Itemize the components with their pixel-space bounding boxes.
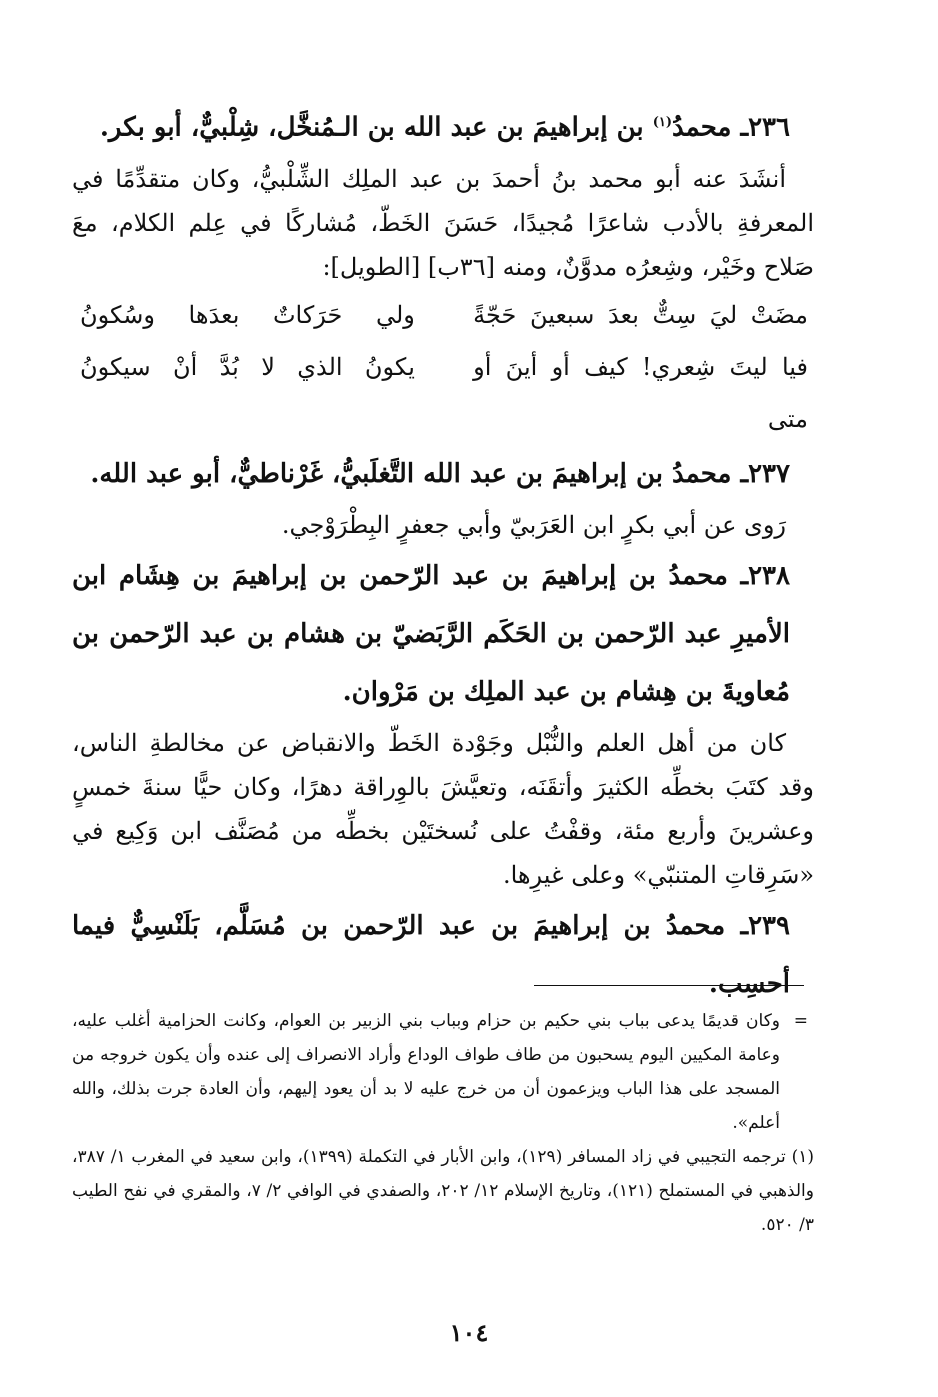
entry-236-lineage: بن إبراهيمَ بن عبد الله بن الـمُنخَّل، شِلْبيٌّ، أبو بكر. [99, 112, 653, 143]
footnote-continuation [72, 1004, 814, 1140]
entry-237-heading: ٢٣٧ـ محمدُ بن إبراهيمَ بن عبد الله التَّغلَبيُّ، غَرْناطيٌّ، أبو عبد الله. [90, 458, 790, 489]
verse-line-2 [72, 341, 814, 445]
entry-236-body: أنشَدَ عنه أبو محمد بنُ أحمدَ بن عبد الملِك الشِّلْبيُّ، وكان متقدِّمًا في المعرفةِ بالأدب شاعرًا مُجيدًا، حَسَنَ الخَطّ، مُشاركًا في عِلم الكلام، معَ صَلاح وخَيْر، وشِعرُه مدوَّنٌ، ومنه [٣٦ب] [الطويل]: [72, 164, 814, 281]
footnote-separator [534, 985, 804, 986]
continuation-mark: = [793, 1011, 808, 1031]
entry-238-heading: ٢٣٨ـ محمدُ بن إبراهيمَ بن عبد الرّحمن بن إبراهيمَ بن هِشَام ابن الأميرِ عبد الرّحمن بن الحَكَم الرَّبَضيّ بن هشام بن عبد الرّحمن بن مُعاويةَ بن هِشام بن عبد الملِك بن مَرْوان. [72, 560, 790, 707]
entry-238-body: كان من أهل العلم والنُّبْل وجَوْدة الخَطّ والانقباض عن مخالطةِ الناس، وقد كتَبَ بخطِّه الكثيرَ وأتقَنَه، وتعيَّشَ بالوِراقة دهرًا، وكان حيًّا سنةَ خمسٍ وعشرينَ وأربع مئة، وقفْتُ على نُسختَيْن بخطِّه من مُصَنَّف ابن وَكِيع في «سَرِقاتِ المتنبّي» وعلى غيرِها. [72, 728, 814, 889]
page-number: ١٠٤ [449, 1318, 489, 1347]
footnotes [72, 1004, 814, 1242]
entry-237-body: رَوى عن أبي بكرٍ ابن العَرَبيّ وأبي جعفرٍ البِطْرَوْجي. [281, 510, 786, 539]
main-text [72, 94, 814, 1013]
verse-2-second-hemistich: يكونُ الذي لا بُدَّ أنْ سيكونُ [80, 352, 415, 381]
footnote-continuation-text: وكان قديمًا يدعى بباب بني حكيم بن حزام وبباب بني الزبير بن العوام، وكانت الحزامية أغلب عليه، وعامة المكيين اليوم يسحبون من طاف طواف الوداع وأراد الانصراف إلى عنده وأن يكون خروجه من المسجد على هذا الباب ويزعمون أن من خرج عليه لا بد أن يعود إليهم، وأن العادة جرت بذلك، والله أعلم». [72, 1011, 780, 1133]
entry-236-number-name: ٢٣٦ـ محمدُ [672, 112, 790, 143]
verse-2-first-hemistich: فيا ليتَ شِعري! كيف أو أينَ أو متى [473, 352, 808, 433]
verse-line-1 [72, 289, 814, 341]
verse-1-first-hemistich: مضَتْ ليَ سِتٌّ بعدَ سبعينَ حَجّةً [473, 300, 808, 329]
footnote-1: (١) ترجمه التجيبي في زاد المسافر (١٢٩)، وابن الأبار في التكملة (١٣٩٩)، وابن سعيد في المغرب ١/ ٣٨٧، والذهبي في المستملح (١٢١)، وتاريخ الإسلام ١٢/ ٢٠٢، والصفدي في الوافي ٢/ ٧، والمقري في نفح الطيب ٣/ ٥٢٠. [72, 1147, 814, 1235]
entry-239-heading: ٢٣٩ـ محمدُ بن إبراهيمَ بن عبد الرّحمن بن مُسَلَّم، بَلَنْسِيٌّ فيما أحسِب. [72, 910, 790, 999]
verse-1-second-hemistich: ولي حَرَكاتٌ بعدَها وسُكونُ [80, 300, 415, 329]
entry-236-heading [72, 94, 814, 157]
footnote-ref-1[interactable]: (١) [652, 115, 673, 130]
